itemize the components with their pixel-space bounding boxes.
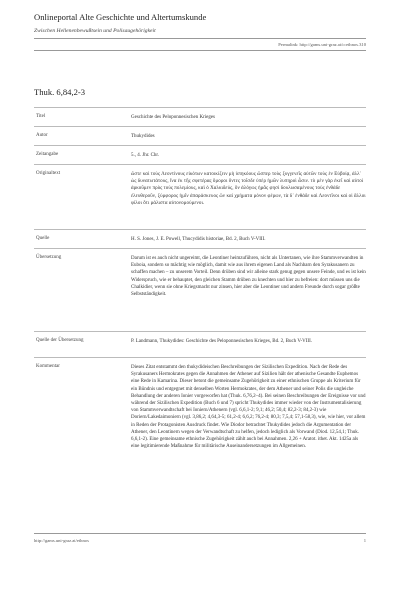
metadata-table — [34, 107, 366, 592]
permalink[interactable]: Permalink: http://gams.uni-graz.at/o:ethnos.310 — [278, 42, 366, 47]
row-autor — [34, 126, 366, 145]
translation-text: Darum ist es auch nicht ungereimt, die Leontiner heimzuführen, nicht als Untertanen, wie ihre Stammverwandten in Euboia, sondern so mächtig wie möglich, damit wie aus ihrem eigenen Land als Nachbarn den Syrakusanern zu schaffen machen – zu unserem Vorteil. Denn drüben sind wir alleine stark genug gegen unsere Feinde, und es ist kein Widerspruch, wie er behauptet, den gleichen Stamm drüben zu knechten und hier zu befreien: dort müssen uns die Chalkidier, wenn sie ohne Kriegsmacht nur zinsen, hier aber die Leontiner und andern Freunde durch sogar größte Selbstständigkeit. — [131, 256, 366, 298]
row-label: Übersetzung — [36, 255, 62, 260]
page-number: 1 — [363, 538, 366, 543]
row-value: H. S. Jones, J. E. Powell, Thucydidis historiae, Bd. 2, Buch V-VIII. — [131, 237, 266, 242]
site-title: Onlineportal Alte Geschichte und Altertumskunde — [34, 12, 207, 22]
header-divider — [34, 38, 366, 39]
site-subtitle: Zwischen Hellenenbewußtsein und Polisaugehörigkeit — [34, 28, 156, 34]
footer-url[interactable]: http://gams.uni-graz.at/ethnos — [34, 538, 89, 543]
footer-divider — [34, 533, 366, 534]
row-label: Zeitangabe — [36, 152, 59, 157]
row-value: Thukydides — [131, 134, 155, 139]
row-label: Quelle der Übersetzung — [36, 338, 84, 343]
row-quelle — [34, 229, 366, 248]
header-divider-lower — [34, 50, 366, 51]
row-label: Titel — [36, 114, 46, 119]
row-value: P. Landmann, Thukydides: Geschichte des Peloponnesischen Krieges, Bd. 2, Buch V-VIII. — [131, 339, 312, 344]
row-uebersetzung — [34, 248, 366, 331]
row-label: Kommentar — [36, 364, 60, 369]
row-titel — [34, 107, 366, 126]
row-quelle-uebersetzung — [34, 331, 366, 357]
commentary-text: Dieses Zitat entstammt den thukydideischen Beschreibungen der Sizilischen Expedition. Nach der Rede des Syrakusaners Hermokrates gegen die Annahmen der Athener auf Sizilien hält der athenische Gesandte Euphemos eine Rede in Kamarina. Dieser betont die gemeinsame Zugehörigkeit zu einer ethnischen Gruppe als Kriterium für ein Bündnis und entgegnet mit denselben Worten Hermokrates, der dem Athener und seiner Polis die ungleiche Behandlung der anderen Ionier vorgeworfen hat (Thuk. 6,76,2–4). Bei seinen Beschreibungen der Ereignisse vor und während der Sizilischen Expedition (Buch 6 und 7) spricht Thukydides immer wieder von der Instrumentalisierung von Stammverwandtschaft bei Ioniern/Athenern (vgl. 6,6,1-2; 9,1; 46,2; 50,4; 82,2-3; 84,2-3) wie Doriern/Lakedaimoniern (vgl. 3,86,2; 4,64,3-5; 61,2-4; 6,6,2; 76,2-4; 80,3; 7,5,4; 57,1-58,3), wie, wie hier, vor allem in Reden der Protagonisten Ausdruck findet. Wie Diodor betrachtet Thukydides jedoch die Argumentation der Athener, den Leontinern wegen der Verwandtschaft zu helfen, jedoch lediglich als Vorwand (Diod. 12,54,1; Thuk. 6,6,1-2). Eine gemeinsame ethnische Zugehörigkeit zählt auch bei Annahmen. 2,26 + Aratot. ithet. Akt. 1425a als eine legitimierende Maßnahme für militärische Auseinandersetzungen im Allgemeinen. — [131, 365, 366, 450]
row-zeitangabe — [34, 145, 366, 164]
document-id: Thuk. 6,84,2-3 — [34, 87, 86, 97]
row-label: Autor — [36, 133, 48, 138]
greek-original-text: ὥστε καὶ τοὺς Λεοντίνους εἰκότων κατοικίζειν μὴ ὑπηκόους ὥσπερ τοὺς ξυγγενεῖς αὐτῶν τοὺς ἐν Εὐβοίᾳ, ἀλλ᾽ ὡς δυνατωτάτους, ἵνα ἐκ τῆς σφετέρας ὅμοροι ὄντες τοῖσδε ὑπὲρ ἡμῶν λυπηροὶ ὦσιν. τὸ μὲν γὰρ ἐκεῖ καὶ αὐτοὶ ἀρκοῦμεν πρὸς τοὺς πολεμίους, καὶ ὁ Χαλκιδεύς, ὃν ἀλόγως ἡμᾶς φησὶ δουλωσαμένους τοὺς ἐνθάδε ἐλευθεροῦν, ξύμφορος ἡμῖν ἀπαράσκευος ὢν καὶ χρήματα μόνον φέρων, τὰ δ᾽ ἐνθάδε καὶ Λεοντῖνοι καὶ οἱ ἄλλοι φίλοι ὅτι μάλιστα αὐτονομούμενοι. — [131, 172, 366, 206]
row-label: Quelle — [36, 236, 50, 241]
row-value: 5., 4. Jhr. Chr. — [131, 153, 160, 158]
row-originaltext — [34, 164, 366, 229]
row-label: Originaltext — [36, 171, 61, 176]
row-value: Geschichte des Peloponnesischen Krieges — [131, 115, 216, 120]
row-kommentar — [34, 357, 366, 592]
